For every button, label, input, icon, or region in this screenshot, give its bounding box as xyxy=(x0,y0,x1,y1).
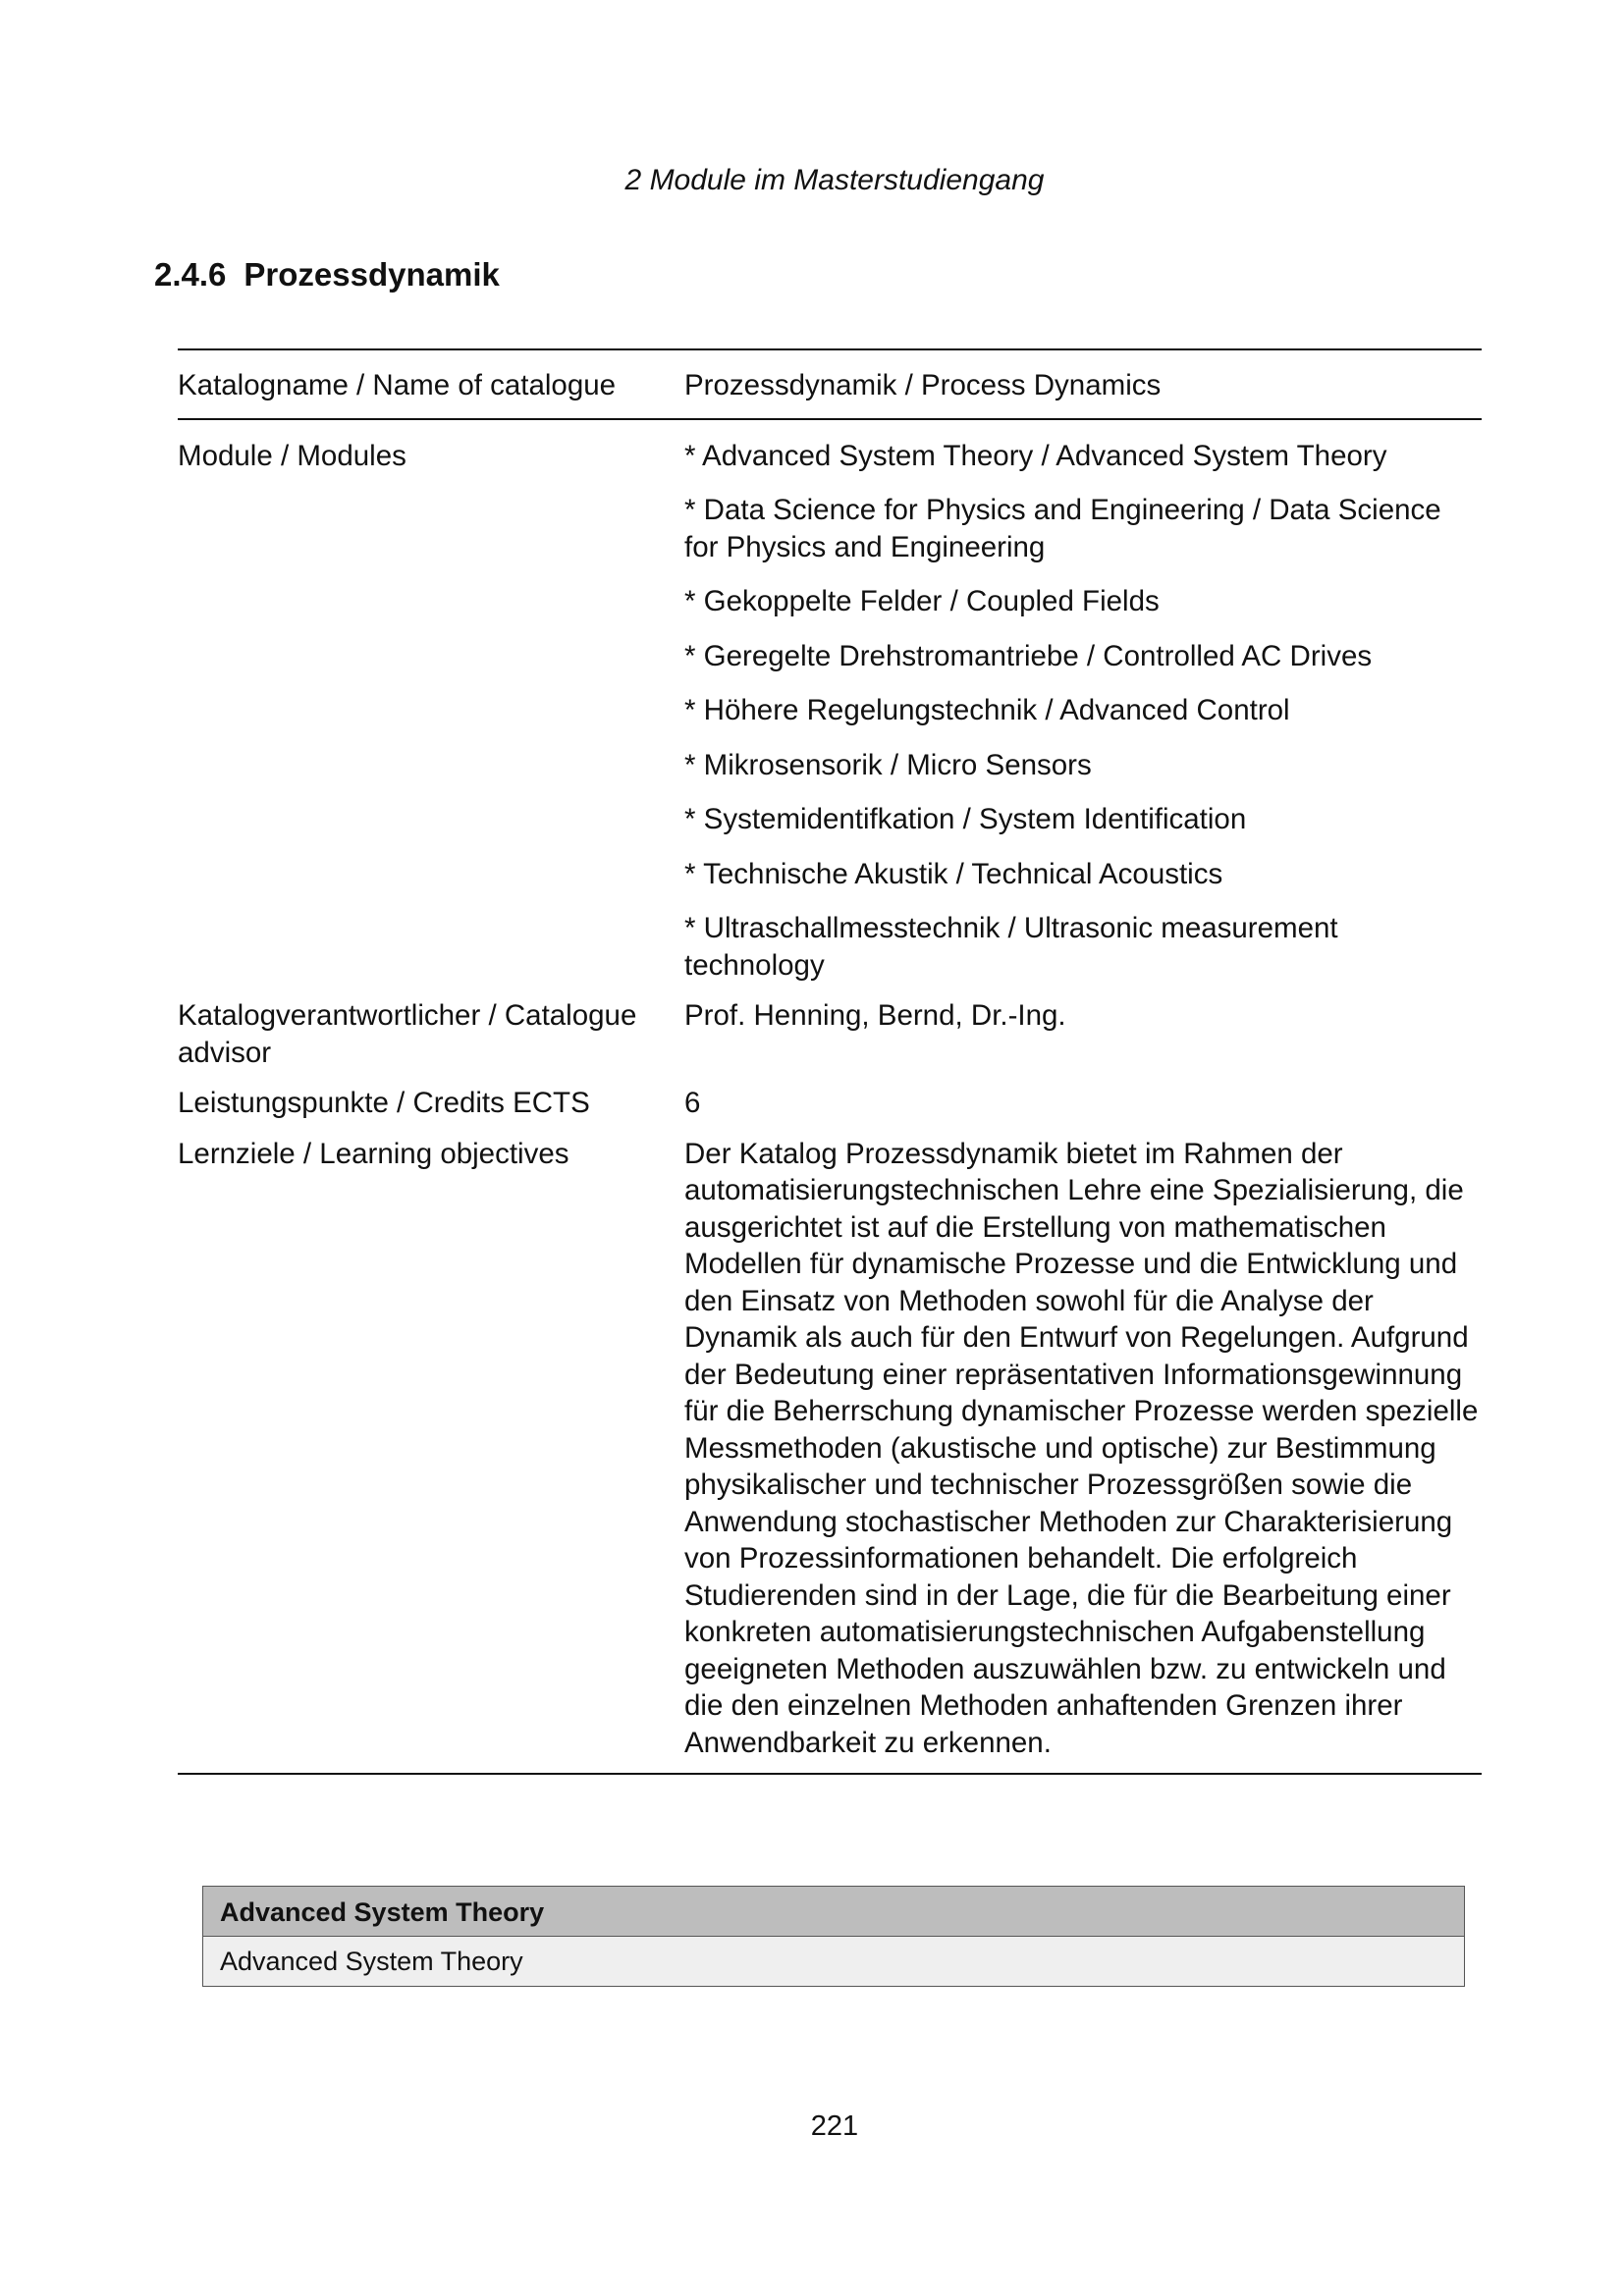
module-box-subtitle: Advanced System Theory xyxy=(203,1937,1464,1986)
module-list xyxy=(684,438,1482,985)
running-header: 2 Module im Masterstudiengang xyxy=(624,164,1045,196)
objectives-label: Lernziele / Learning objectives xyxy=(178,1122,684,1775)
catalogue-table xyxy=(178,348,1482,1775)
module-list-item: * Ultraschallmesstechnik / Ultrasonic measurement technology xyxy=(684,912,1338,982)
module-box xyxy=(202,1886,1465,1987)
section-heading xyxy=(154,255,500,294)
table-row-catalogue-name xyxy=(178,349,1482,419)
module-list-item: * Technische Akustik / Technical Acoustics xyxy=(684,857,1223,890)
section-title: Prozessdynamik xyxy=(244,256,500,293)
table-row-modules xyxy=(178,419,1482,985)
catalogue-name-label: Katalogname / Name of catalogue xyxy=(178,349,684,419)
module-list-item: * Data Science for Physics and Engineering / Data Science for Physics and Engineering xyxy=(684,494,1441,563)
page-number: 221 xyxy=(810,2110,859,2142)
credits-label: Leistungspunkte / Credits ECTS xyxy=(178,1087,590,1119)
module-list-item: * Advanced System Theory / Advanced System Theory xyxy=(684,439,1387,472)
modules-cell xyxy=(684,419,1482,985)
module-box-title: Advanced System Theory xyxy=(203,1887,1464,1937)
modules-label: Module / Modules xyxy=(178,439,406,472)
module-list-item: * Gekoppelte Felder / Coupled Fields xyxy=(684,585,1160,617)
module-list-item: * Mikrosensorik / Micro Sensors xyxy=(684,748,1092,781)
advisor-label: Katalogverantwortlicher / Catalogue advisor xyxy=(178,999,637,1069)
objectives-value: Der Katalog Prozessdynamik bietet im Rahmen der automatisierungstechnischen Lehre eine Spezialisierung, die ausgerichtet ist auf die Erstellung von mathematischen Modellen für dynamische Prozesse und die Entwicklung und den Einsatz von Methoden sowohl für die Analyse der Dynamik als auch für den Entwurf von Regelungen. Aufgrund der Bedeutung einer repräsentativen Informationsgewinnung für die Beherrschung dynamischer Prozesse werden spezielle Messmethoden (akustische und optische) zur Bestimmung physikalischer und technischer Prozessgrößen sowie die Anwendung stochastischer Methoden zur Charakterisierung von Prozessinformationen behandelt. Die erfolgreich Studierenden sind in der Lage, die für die Bearbeitung einer konkreten automatisierungstechnischen Aufgabenstellung geeigneten Methoden auszuwählen bzw. zu entwickeln und die den einzelnen Methoden anhaftenden Grenzen ihrer Anwendbarkeit zu erkennen. xyxy=(684,1122,1482,1775)
advisor-value: Prof. Henning, Bernd, Dr.-Ing. xyxy=(684,999,1066,1032)
table-row-objectives xyxy=(178,1122,1482,1775)
table-row-credits xyxy=(178,1071,1482,1122)
module-list-item: * Höhere Regelungstechnik / Advanced Control xyxy=(684,694,1290,726)
credits-value: 6 xyxy=(684,1087,701,1119)
section-number: 2.4.6 xyxy=(154,256,227,293)
catalogue-name-value: Prozessdynamik / Process Dynamics xyxy=(684,349,1482,419)
module-list-item: * Systemidentifkation / System Identification xyxy=(684,803,1247,835)
module-list-item: * Geregelte Drehstromantriebe / Controlled AC Drives xyxy=(684,639,1373,672)
table-row-advisor xyxy=(178,984,1482,1071)
